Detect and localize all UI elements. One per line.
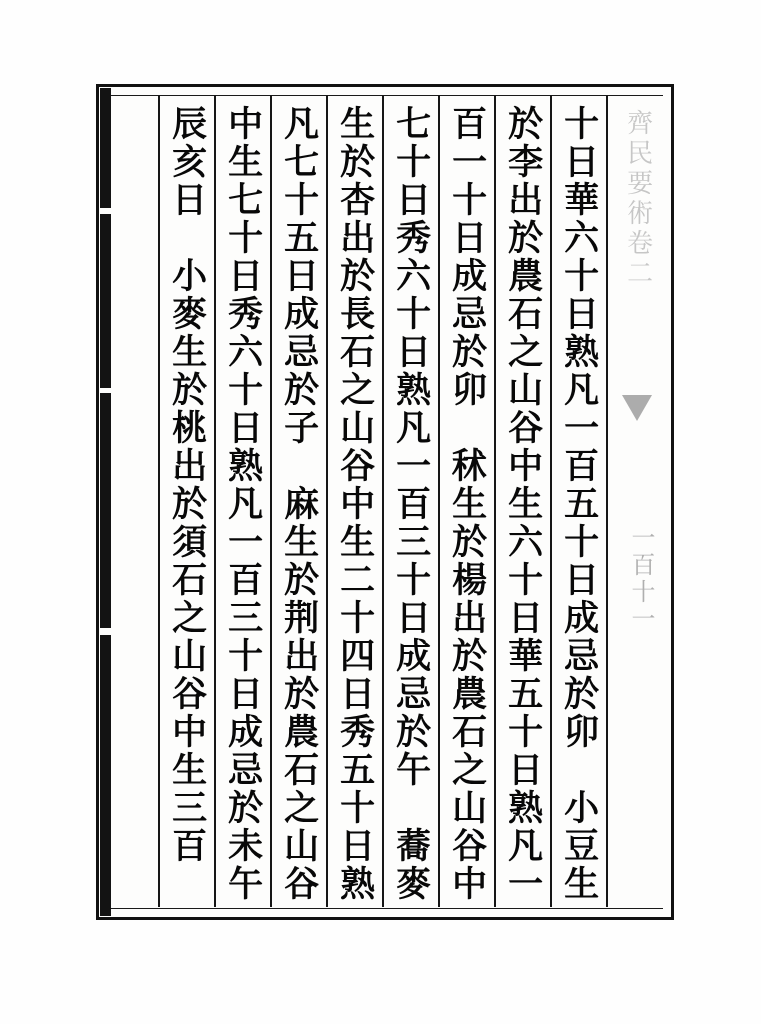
text-column-4 [382, 95, 438, 907]
text-column-5 [326, 95, 382, 907]
text-column-3 [438, 95, 494, 907]
block-spine-bar [100, 88, 111, 916]
text-column-6 [270, 95, 326, 907]
column-text: 百一十日成忌於卯 秫生於楊出於農石之山谷中 [446, 105, 488, 903]
column-text: 於李出於農石之山谷中生六十日華五十日熟凡一 [502, 105, 544, 903]
fishtail-icon [622, 395, 652, 421]
text-column-1 [550, 95, 606, 907]
page-number: 一百十一 [627, 525, 655, 633]
column-text: 辰亥日 小麥生於桃出於須石之山谷中生三百 [166, 105, 208, 865]
text-column-2 [494, 95, 550, 907]
text-column-8 [158, 95, 214, 907]
text-block [118, 95, 666, 910]
column-text: 生於杏出於長石之山谷中生二十四日秀五十日熟 [334, 105, 376, 903]
column-text: 十日華六十日熟凡一百五十日成忌於卯 小豆生 [558, 105, 600, 903]
column-text: 中生七十日秀六十日熟凡一百三十日成忌於未午 [222, 105, 264, 903]
center-margin-banner [606, 95, 666, 907]
banner-header-text: 齊民要術卷二 [622, 109, 653, 289]
column-text: 凡七十五日成忌於子 麻生於荆出於農石之山谷 [278, 105, 320, 903]
column-text: 七十日秀六十日熟凡一百三十日成忌於午 蕎麥 [390, 105, 432, 903]
text-column-7 [214, 95, 270, 907]
